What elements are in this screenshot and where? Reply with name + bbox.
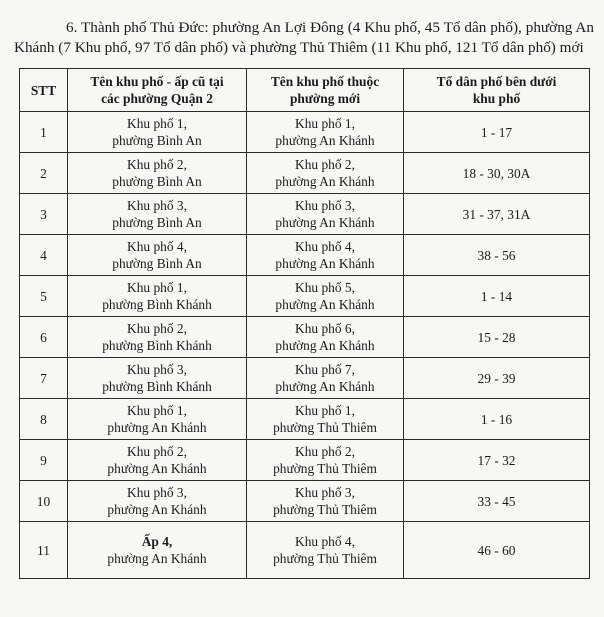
table-body bbox=[20, 112, 590, 579]
cell-stt: 6 bbox=[20, 317, 68, 358]
table-row bbox=[20, 153, 590, 194]
cell-old-name: Khu phố 4, phường Bình An bbox=[68, 235, 247, 276]
cell-to-dan-pho: 1 - 16 bbox=[404, 399, 590, 440]
table-row bbox=[20, 112, 590, 153]
cell-old-name: Khu phố 2, phường An Khánh bbox=[68, 440, 247, 481]
cell-new-name: Khu phố 7, phường An Khánh bbox=[247, 358, 404, 399]
cell-new-name: Khu phố 1, phường An Khánh bbox=[247, 112, 404, 153]
cell-stt: 1 bbox=[20, 112, 68, 153]
cell-new-name: Khu phố 3, phường An Khánh bbox=[247, 194, 404, 235]
table-row bbox=[20, 235, 590, 276]
cell-old-name: Khu phố 1, phường Bình Khánh bbox=[68, 276, 247, 317]
table-row bbox=[20, 522, 590, 579]
cell-stt: 8 bbox=[20, 399, 68, 440]
cell-new-name: Khu phố 2, phường Thủ Thiêm bbox=[247, 440, 404, 481]
cell-new-name: Khu phố 2, phường An Khánh bbox=[247, 153, 404, 194]
cell-stt: 3 bbox=[20, 194, 68, 235]
cell-stt: 4 bbox=[20, 235, 68, 276]
ward-table bbox=[19, 68, 590, 579]
table-row bbox=[20, 317, 590, 358]
cell-old-name: Khu phố 1, phường Bình An bbox=[68, 112, 247, 153]
cell-to-dan-pho: 31 - 37, 31A bbox=[404, 194, 590, 235]
cell-new-name: Khu phố 3, phường Thủ Thiêm bbox=[247, 481, 404, 522]
cell-to-dan-pho: 17 - 32 bbox=[404, 440, 590, 481]
cell-to-dan-pho: 1 - 14 bbox=[404, 276, 590, 317]
cell-old-name: Ấp 4, phường An Khánh bbox=[68, 522, 247, 579]
table-row bbox=[20, 358, 590, 399]
cell-old-name: Khu phố 2, phường Bình An bbox=[68, 153, 247, 194]
cell-new-name: Khu phố 1, phường Thủ Thiêm bbox=[247, 399, 404, 440]
header-old-name: Tên khu phố - ấp cũ tại các phường Quận 2 bbox=[68, 69, 247, 112]
cell-to-dan-pho: 1 - 17 bbox=[404, 112, 590, 153]
cell-new-name: Khu phố 4, phường Thủ Thiêm bbox=[247, 522, 404, 579]
table-row bbox=[20, 276, 590, 317]
cell-stt: 7 bbox=[20, 358, 68, 399]
header-stt: STT bbox=[20, 69, 68, 112]
header-to-dan-pho: Tổ dân phố bên dưới khu phố bbox=[404, 69, 590, 112]
header-new-name: Tên khu phố thuộc phường mới bbox=[247, 69, 404, 112]
cell-stt: 10 bbox=[20, 481, 68, 522]
table-row bbox=[20, 440, 590, 481]
cell-old-name: Khu phố 3, phường Bình An bbox=[68, 194, 247, 235]
cell-old-name: Khu phố 1, phường An Khánh bbox=[68, 399, 247, 440]
table-row bbox=[20, 481, 590, 522]
cell-new-name: Khu phố 5, phường An Khánh bbox=[247, 276, 404, 317]
table-row bbox=[20, 194, 590, 235]
cell-to-dan-pho: 33 - 45 bbox=[404, 481, 590, 522]
cell-old-name: Khu phố 2, phường Bình Khánh bbox=[68, 317, 247, 358]
table-row bbox=[20, 399, 590, 440]
intro-paragraph: 6. Thành phố Thủ Đức: phường An Lợi Đông (4 Khu phố, 45 Tổ dân phố), phường An Khánh (7 Khu phố, 97 Tổ dân phố) và phường Thủ Thiêm (11 Khu phố, 121 Tổ dân phố) mới bbox=[14, 19, 594, 57]
cell-stt: 9 bbox=[20, 440, 68, 481]
cell-to-dan-pho: 29 - 39 bbox=[404, 358, 590, 399]
cell-old-name: Khu phố 3, phường Bình Khánh bbox=[68, 358, 247, 399]
cell-old-name: Khu phố 3, phường An Khánh bbox=[68, 481, 247, 522]
cell-to-dan-pho: 46 - 60 bbox=[404, 522, 590, 579]
table-header-row bbox=[20, 69, 590, 112]
cell-new-name: Khu phố 6, phường An Khánh bbox=[247, 317, 404, 358]
cell-stt: 11 bbox=[20, 522, 68, 579]
cell-stt: 2 bbox=[20, 153, 68, 194]
cell-to-dan-pho: 15 - 28 bbox=[404, 317, 590, 358]
cell-to-dan-pho: 18 - 30, 30A bbox=[404, 153, 590, 194]
cell-new-name: Khu phố 4, phường An Khánh bbox=[247, 235, 404, 276]
cell-stt: 5 bbox=[20, 276, 68, 317]
cell-to-dan-pho: 38 - 56 bbox=[404, 235, 590, 276]
